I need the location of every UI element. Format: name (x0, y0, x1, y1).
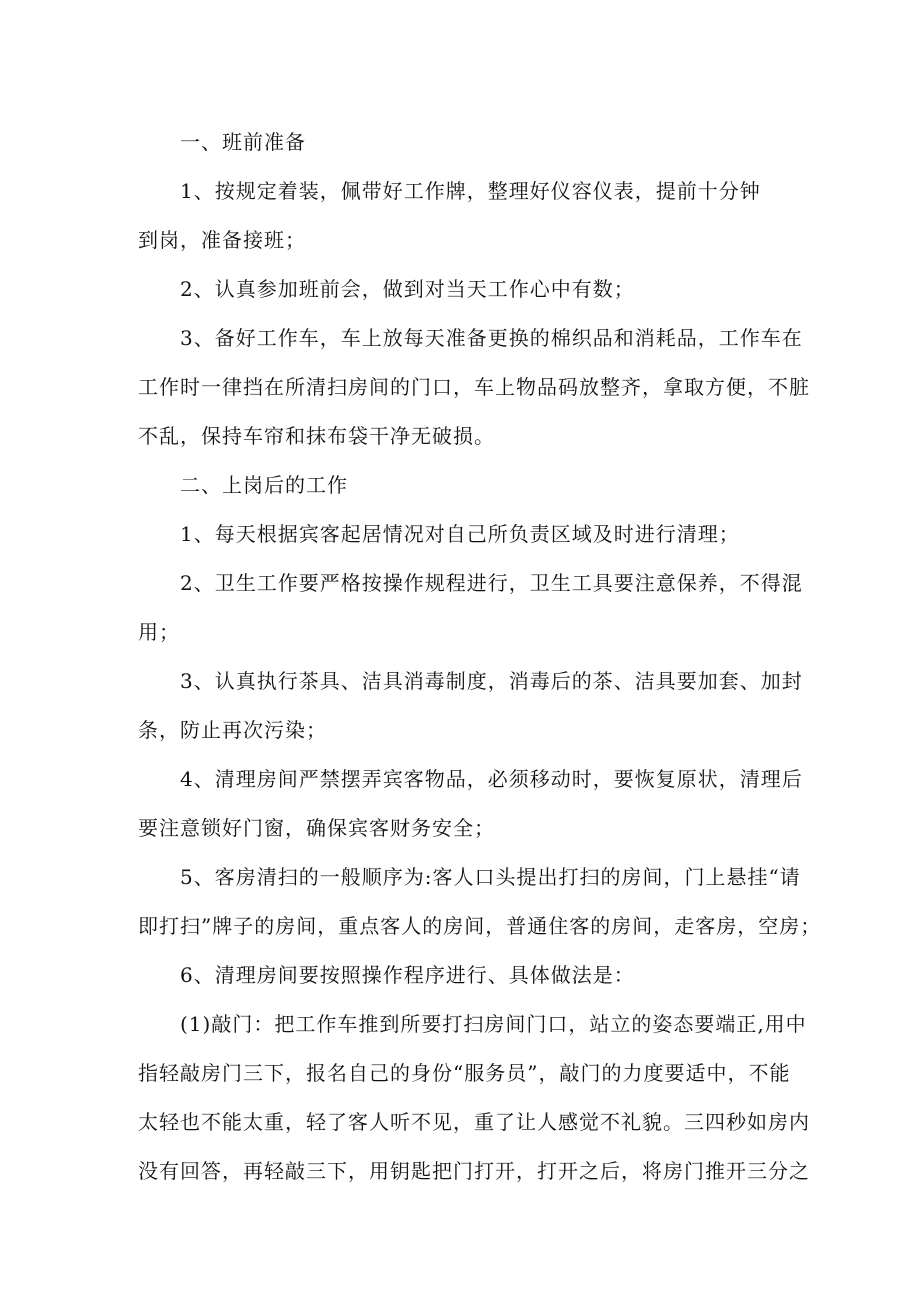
paragraph (138, 265, 798, 314)
paragraph (138, 461, 798, 510)
paragraph-line: 5、客房清扫的一般顺序为:客人口头提出打扫的房间，门上悬挂“请 (180, 865, 801, 889)
paragraph-line: 6、清理房间要按照操作程序进行、具体做法是： (180, 963, 635, 987)
paragraph (138, 363, 810, 461)
paragraph (138, 510, 798, 559)
paragraph-line: 到岗，准备接班； (138, 228, 306, 252)
paragraph-line: 用； (138, 620, 180, 644)
paragraph (138, 804, 798, 853)
paragraph (138, 118, 798, 167)
paragraph (138, 706, 798, 755)
paragraph-line: 即打扫”牌子的房间，重点客人的房间，普通住客的房间，走客房，空房； (138, 914, 822, 938)
paragraph (138, 853, 801, 902)
paragraph-line: 2、认真参加班前会，做到对当天工作心中有数； (180, 277, 635, 301)
paragraph (138, 902, 822, 951)
paragraph (138, 216, 798, 265)
paragraph (138, 559, 803, 608)
document-body (138, 118, 822, 1196)
paragraph-line: 条，防止再次污染； (138, 718, 327, 742)
paragraph (138, 755, 803, 804)
paragraph (138, 657, 803, 706)
paragraph-line: 不乱，保持车帘和抹布袋干净无破损。 (138, 424, 495, 448)
paragraph-line: 4、清理房间严禁摆弄宾客物品，必须移动时，要恢复原状，清理后 (180, 767, 803, 791)
paragraph (138, 608, 798, 657)
paragraph (138, 1000, 807, 1049)
paragraph-line: 二、上岗后的工作 (180, 473, 348, 497)
paragraph-line: 2、卫生工作要严格按操作规程进行，卫生工具要注意保养，不得混 (180, 571, 803, 595)
paragraph-line: 3、认真执行茶具、洁具消毒制度，消毒后的茶、洁具要加套、加封 (180, 669, 803, 693)
paragraph-line: 指轻敲房门三下，报名自己的身份“服务员”，敲门的力度要适中，不能 (138, 1061, 791, 1085)
paragraph (138, 951, 798, 1000)
paragraph-line: 要注意锁好门窗，确保宾客财务安全； (138, 816, 495, 840)
paragraph (138, 167, 798, 216)
paragraph (138, 1049, 810, 1196)
paragraph-line: (1)敲门：把工作车推到所要打扫房间门口，站立的姿态要端正,用中 (180, 1012, 807, 1036)
paragraph-line: 1、按规定着装，佩带好工作牌，整理好仪容仪表，提前十分钟 (180, 179, 761, 203)
paragraph-line: 一、班前准备 (180, 130, 306, 154)
paragraph-line: 1、每天根据宾客起居情况对自己所负责区域及时进行清理； (180, 522, 740, 546)
paragraph-line: 3、备好工作车，车上放每天准备更换的棉织品和消耗品，工作车在 (180, 326, 803, 350)
paragraph-line: 工作时一律挡在所清扫房间的门口，车上物品码放整齐，拿取方便，不脏 (138, 375, 810, 399)
paragraph-line: 太轻也不能太重，轻了客人听不见，重了让人感觉不礼貌。三四秒如房内 (138, 1110, 810, 1134)
paragraph (138, 314, 803, 363)
paragraph-line: 没有回答，再轻敲三下，用钥匙把门打开，打开之后，将房门推开三分之 (138, 1159, 810, 1183)
